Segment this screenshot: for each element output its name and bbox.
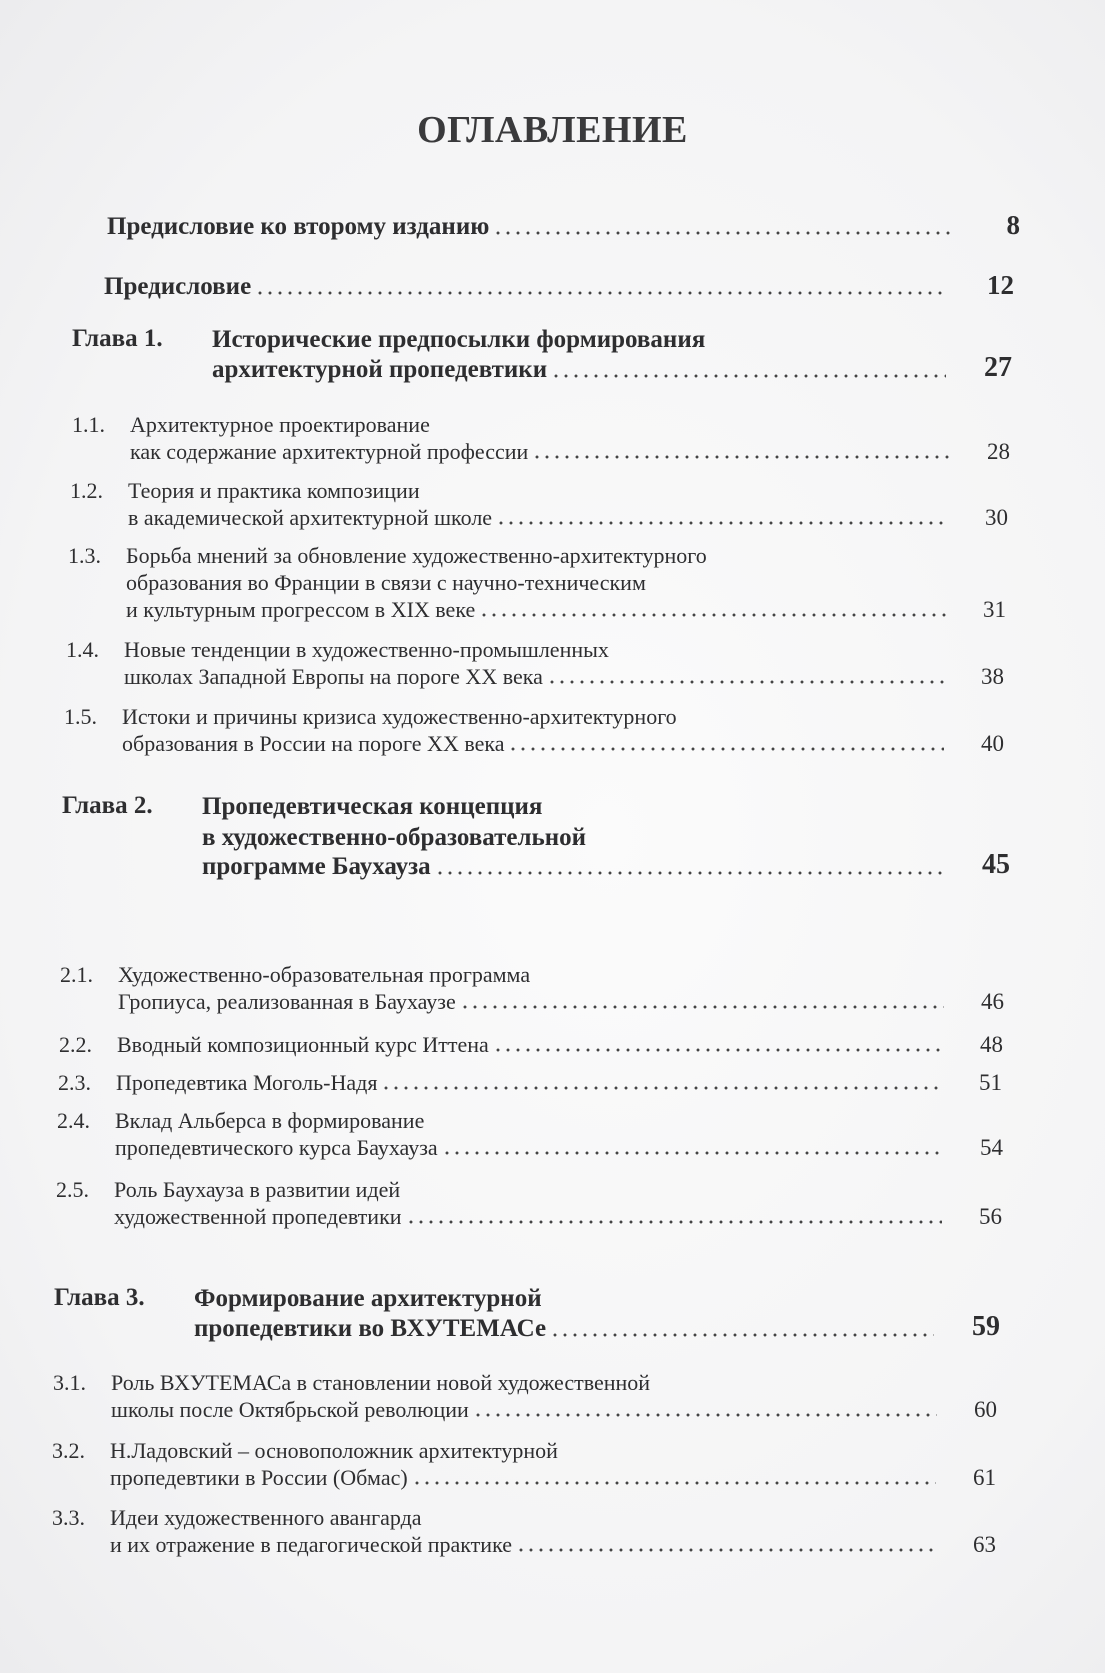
entry-title-line: Истоки и причины кризиса художественно-архитектурного bbox=[122, 704, 677, 729]
leader-dots bbox=[435, 871, 944, 875]
page-number: 28 bbox=[987, 438, 1010, 464]
toc-section-3-3[interactable] bbox=[52, 1505, 996, 1558]
page-number: 27 bbox=[984, 351, 1012, 383]
entry-title-line: Гропиуса, реализованная в Баухаузе bbox=[118, 988, 456, 1014]
leader-dots bbox=[479, 613, 946, 617]
leader-dots bbox=[442, 1151, 943, 1155]
entry-title-line: пропедевтики во ВХУТЕМАСе bbox=[194, 1314, 547, 1342]
entry-title-line: Новые тенденции в художественно-промышленных bbox=[124, 637, 609, 662]
section-number: 3.2. bbox=[52, 1438, 85, 1463]
page-number: 54 bbox=[980, 1134, 1003, 1160]
entry-title-line: пропедевтического курса Баухауза bbox=[115, 1134, 438, 1160]
toc-section-2-4[interactable] bbox=[57, 1108, 1003, 1161]
leader-dots bbox=[508, 747, 944, 751]
toc-section-1-5[interactable] bbox=[64, 704, 1004, 757]
toc-section-2-2[interactable] bbox=[59, 1032, 1003, 1058]
toc-section-3-1[interactable] bbox=[53, 1370, 997, 1423]
toc-chapter-1[interactable] bbox=[72, 325, 1012, 384]
entry-title: Предисловие bbox=[104, 273, 252, 300]
toc-entry-preface-second-edition[interactable] bbox=[107, 210, 1020, 241]
section-number: 1.1. bbox=[72, 412, 105, 437]
chapter-number: Глава 1. bbox=[72, 325, 163, 352]
page-number: 12 bbox=[987, 270, 1014, 300]
entry-title: Пропедевтика Моголь-Надя bbox=[116, 1070, 378, 1095]
entry-title-line: Архитектурное проектирование bbox=[130, 412, 430, 437]
page-number: 56 bbox=[979, 1203, 1002, 1229]
toc-entry-preface[interactable] bbox=[104, 270, 1014, 301]
page-number: 31 bbox=[983, 596, 1006, 622]
entry-title-line: в академической архитектурной школе bbox=[128, 504, 493, 530]
entry-title-line: Н.Ладовский – основоположник архитектурной bbox=[110, 1438, 558, 1463]
leader-dots bbox=[412, 1481, 936, 1485]
toc-chapter-2[interactable] bbox=[62, 792, 1010, 881]
page-number: 59 bbox=[972, 1310, 1000, 1342]
leader-dots bbox=[381, 1086, 942, 1090]
toc-section-1-3[interactable] bbox=[68, 543, 1006, 623]
entry-title-line: Вклад Альберса в формирование bbox=[115, 1108, 425, 1133]
entry-title-line: и культурным прогрессом в XIX веке bbox=[126, 596, 476, 622]
leader-dots bbox=[493, 1048, 943, 1052]
page-title: ОГЛАВЛЕНИЕ bbox=[417, 109, 688, 151]
leader-dots bbox=[551, 374, 946, 378]
page-number: 8 bbox=[1006, 210, 1020, 240]
toc-section-1-1[interactable] bbox=[72, 412, 1010, 465]
entry-title-line: школах Западной Европы на пороге XX века bbox=[124, 663, 543, 689]
chapter-number: Глава 2. bbox=[62, 792, 153, 819]
entry-title-line: и их отражение в педагогической практике bbox=[110, 1531, 512, 1557]
entry-title: Вводный композиционный курс Иттена bbox=[117, 1032, 489, 1057]
page-number: 30 bbox=[985, 504, 1008, 530]
section-number: 2.2. bbox=[59, 1032, 92, 1057]
entry-title-line: Роль ВХУТЕМАСа в становлении новой художественной bbox=[111, 1370, 651, 1395]
entry-title-line: пропедевтики в России (Обмас) bbox=[110, 1464, 408, 1490]
entry-title-line: Борьба мнений за обновление художественно-архитектурного bbox=[126, 543, 707, 568]
leader-dots bbox=[473, 1413, 937, 1417]
section-number: 2.4. bbox=[57, 1108, 90, 1133]
leader-dots bbox=[550, 1333, 934, 1337]
section-number: 3.3. bbox=[52, 1505, 85, 1530]
section-number: 1.2. bbox=[70, 478, 103, 503]
entry-title-line: образования во Франции в связи с научно-техническим bbox=[126, 569, 646, 595]
entry-title-line: в художественно-образовательной bbox=[202, 823, 587, 851]
leader-dots bbox=[547, 680, 944, 684]
entry-title-line: архитектурной пропедевтики bbox=[212, 355, 548, 383]
section-number: 2.5. bbox=[56, 1177, 89, 1202]
entry-title-line: Идеи художественного авангарда bbox=[110, 1505, 422, 1530]
entry-title-line: Художественно-образовательная программа bbox=[118, 962, 531, 987]
entry-title: Предисловие ко второму изданию bbox=[107, 213, 490, 240]
entry-title-line: Пропедевтическая концепция bbox=[202, 793, 543, 820]
page-number: 45 bbox=[982, 849, 1010, 880]
toc-chapter-3[interactable] bbox=[54, 1284, 1000, 1343]
page-number: 46 bbox=[981, 988, 1004, 1014]
section-number: 1.5. bbox=[64, 704, 97, 729]
entry-title-line: Теория и практика композиции bbox=[128, 478, 420, 503]
toc-section-1-2[interactable] bbox=[70, 478, 1008, 531]
leader-dots bbox=[255, 291, 948, 295]
toc-section-2-3[interactable] bbox=[58, 1070, 1002, 1096]
toc-section-3-2[interactable] bbox=[52, 1438, 996, 1491]
entry-title-line: Исторические предпосылки формирования bbox=[212, 326, 706, 353]
section-number: 1.4. bbox=[66, 637, 99, 662]
section-number: 2.3. bbox=[58, 1070, 91, 1095]
toc-section-2-5[interactable] bbox=[56, 1177, 1002, 1230]
leader-dots bbox=[532, 455, 950, 459]
toc-section-2-1[interactable] bbox=[60, 962, 1004, 1015]
page-number: 40 bbox=[981, 730, 1004, 756]
page-number: 51 bbox=[979, 1070, 1002, 1095]
entry-title-line: художественной пропедевтики bbox=[114, 1203, 402, 1229]
page-number: 60 bbox=[974, 1396, 997, 1422]
page-number: 48 bbox=[980, 1032, 1003, 1057]
chapter-number: Глава 3. bbox=[54, 1284, 145, 1311]
toc-section-1-4[interactable] bbox=[66, 637, 1004, 690]
section-number: 2.1. bbox=[60, 962, 93, 987]
leader-dots bbox=[496, 521, 948, 525]
leader-dots bbox=[516, 1548, 936, 1552]
entry-title-line: Роль Баухауза в развитии идей bbox=[114, 1177, 401, 1202]
entry-title-line: школы после Октябрьской революции bbox=[111, 1396, 469, 1422]
leader-dots bbox=[493, 231, 954, 235]
page-number: 61 bbox=[973, 1464, 996, 1490]
entry-title-line: Формирование архитектурной bbox=[194, 1285, 542, 1312]
leader-dots bbox=[460, 1005, 944, 1009]
page-number: 38 bbox=[981, 663, 1004, 689]
page-number: 63 bbox=[973, 1531, 996, 1557]
section-number: 1.3. bbox=[68, 543, 101, 568]
entry-title-line: программе Баухауза bbox=[202, 853, 431, 880]
entry-title-line: как содержание архитектурной профессии bbox=[130, 438, 529, 464]
entry-title-line: образования в России на пороге XX века bbox=[122, 730, 505, 756]
leader-dots bbox=[406, 1220, 942, 1224]
section-number: 3.1. bbox=[53, 1370, 86, 1395]
